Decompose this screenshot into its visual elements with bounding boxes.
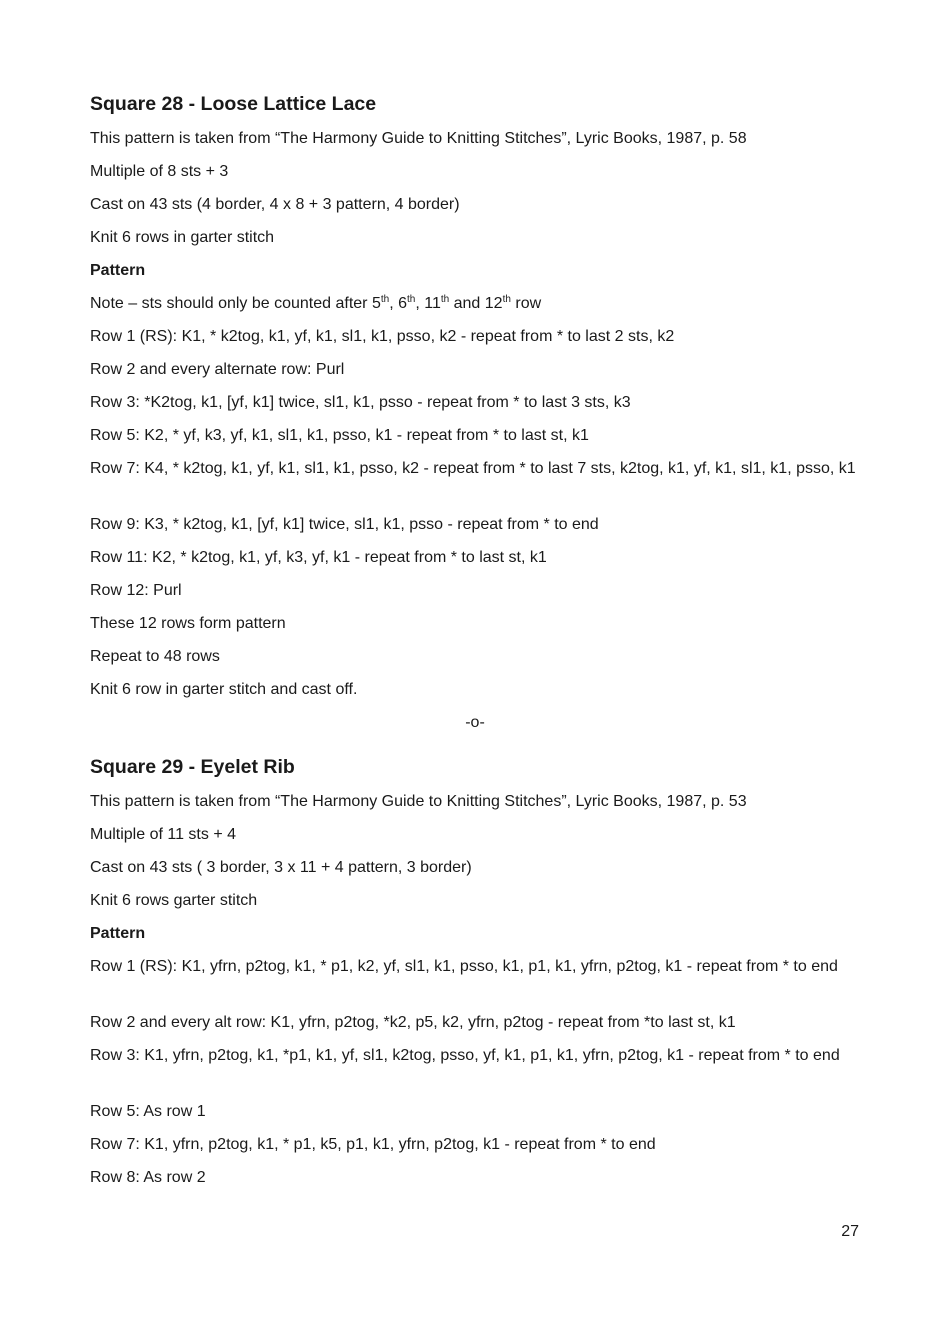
square-29-source: This pattern is taken from “The Harmony Guide to Knitting Stitches”, Lyric Books, 1987, p. 53 (90, 793, 747, 810)
square-28-row-1: Row 1 (RS): K1, * k2tog, k1, yf, k1, sl1, k1, psso, k2 - repeat from * to last 2 sts, k2 (90, 328, 675, 345)
square-28-row-5: Row 5: K2, * yf, k3, yf, k1, sl1, k1, psso, k1 - repeat from * to last st, k1 (90, 427, 589, 444)
square-28-finish: Knit 6 row in garter stitch and cast off. (90, 681, 358, 698)
square-28-row-7: Row 7: K4, * k2tog, k1, yf, k1, sl1, k1, psso, k2 - repeat from * to last 7 sts, k2tog, k1, yf, k1, sl1, k1, psso, k1 (90, 460, 856, 477)
section-separator: -o- (465, 714, 485, 731)
square-28-row-9: Row 9: K3, * k2tog, k1, [yf, k1] twice, sl1, k1, psso - repeat from * to end (90, 516, 599, 533)
square-28-pattern-heading: Pattern (90, 262, 146, 279)
square-28-row-11: Row 11: K2, * k2tog, k1, yf, k3, yf, k1 - repeat from * to last st, k1 (90, 549, 547, 566)
square-28-note: Note – sts should only be counted after 5th, 6th, 11th and 12th row (90, 294, 542, 312)
square-28-source: This pattern is taken from “The Harmony Guide to Knitting Stitches”, Lyric Books, 1987, p. 58 (90, 130, 747, 147)
square-28-form: These 12 rows form pattern (90, 615, 286, 632)
square-28-row-3: Row 3: *K2tog, k1, [yf, k1] twice, sl1, k1, psso - repeat from * to last 3 sts, k3 (90, 394, 631, 411)
square-29-row-2: Row 2 and every alt row: K1, yfrn, p2tog, *k2, p5, k2, yfrn, p2tog - repeat from *to last st, k1 (90, 1014, 736, 1031)
square-29-pattern-heading: Pattern (90, 925, 146, 942)
square-28-row-2: Row 2 and every alternate row: Purl (90, 361, 345, 378)
square-29-cast-on: Cast on 43 sts ( 3 border, 3 x 11 + 4 pattern, 3 border) (90, 859, 472, 876)
page-number: 27 (841, 1223, 859, 1240)
square-29-multiple: Multiple of 11 sts + 4 (90, 826, 236, 843)
square-29-title: Square 29 - Eyelet Rib (90, 756, 295, 778)
square-29-row-1: Row 1 (RS): K1, yfrn, p2tog, k1, * p1, k2, yf, sl1, k1, psso, k1, p1, k1, yfrn, p2tog, k1 - repeat from * to end (90, 958, 838, 975)
square-29-garter: Knit 6 rows garter stitch (90, 892, 258, 909)
square-29-row-5: Row 5: As row 1 (90, 1103, 206, 1120)
square-28-cast-on: Cast on 43 sts (4 border, 4 x 8 + 3 pattern, 4 border) (90, 196, 460, 213)
square-28-garter: Knit 6 rows in garter stitch (90, 229, 275, 246)
square-28-repeat: Repeat to 48 rows (90, 648, 220, 665)
square-28-title: Square 28 - Loose Lattice Lace (90, 93, 377, 115)
square-28-row-12: Row 12: Purl (90, 582, 182, 599)
square-29-row-7: Row 7: K1, yfrn, p2tog, k1, * p1, k5, p1, k1, yfrn, p2tog, k1 - repeat from * to end (90, 1136, 656, 1153)
square-28-multiple: Multiple of 8 sts + 3 (90, 163, 229, 180)
square-29-row-8: Row 8: As row 2 (90, 1169, 206, 1186)
square-29-row-3: Row 3: K1, yfrn, p2tog, k1, *p1, k1, yf, sl1, k2tog, psso, yf, k1, p1, k1, yfrn, p2tog, k1 - repeat from * to end (90, 1047, 840, 1064)
